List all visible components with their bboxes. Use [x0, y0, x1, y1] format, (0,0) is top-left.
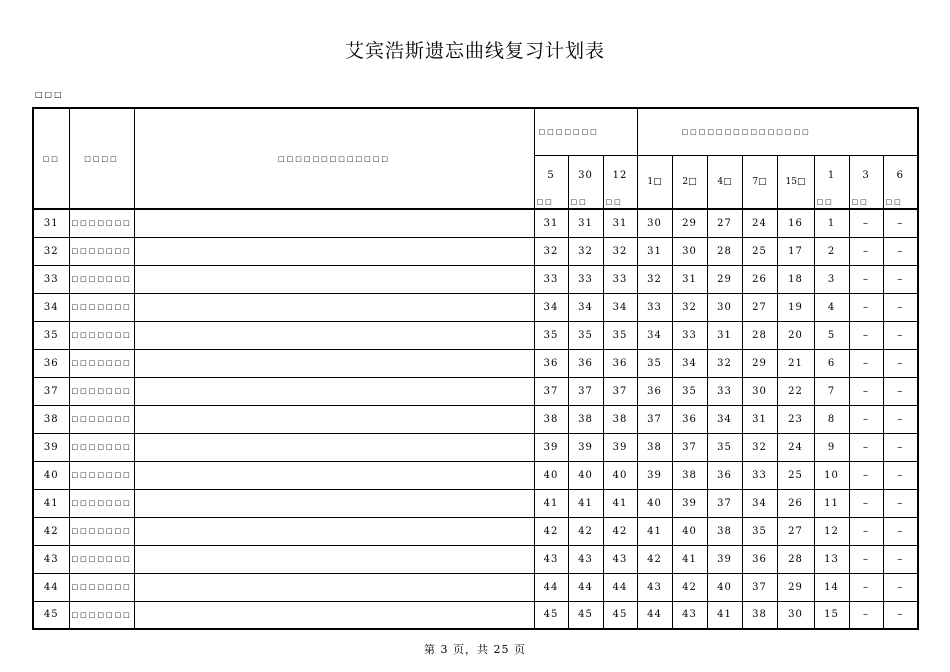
review-cell: 27	[707, 209, 742, 237]
content-cell[interactable]	[134, 545, 534, 573]
review-cell: 39	[534, 433, 568, 461]
row-name: □□□□□□□	[69, 321, 134, 349]
review-cell: 2	[814, 237, 849, 265]
review-cell: –	[883, 293, 918, 321]
review-cell: 36	[742, 545, 777, 573]
table-row	[33, 545, 918, 573]
review-cell: 18	[777, 265, 814, 293]
review-cell: 32	[534, 237, 568, 265]
subheader-day-0: 1□	[637, 155, 672, 209]
row-index: 43	[33, 545, 69, 573]
review-cell: 38	[603, 405, 637, 433]
review-cell: 44	[568, 573, 603, 601]
content-cell[interactable]	[134, 489, 534, 517]
table-row	[33, 377, 918, 405]
review-cell: 34	[707, 405, 742, 433]
review-cell: 31	[534, 209, 568, 237]
row-index: 45	[33, 601, 69, 629]
review-cell: 44	[603, 573, 637, 601]
review-cell: 12	[814, 517, 849, 545]
review-cell: 33	[603, 265, 637, 293]
review-cell: 31	[568, 209, 603, 237]
row-index: 38	[33, 405, 69, 433]
table-row	[33, 489, 918, 517]
table-row	[33, 321, 918, 349]
review-cell: 25	[742, 237, 777, 265]
row-name: □□□□□□□	[69, 377, 134, 405]
review-cell: –	[849, 237, 883, 265]
review-cell: 39	[707, 545, 742, 573]
subheader-short-2-unit: □□	[605, 197, 623, 206]
review-cell: 19	[777, 293, 814, 321]
review-cell: 32	[707, 349, 742, 377]
review-cell: 13	[814, 545, 849, 573]
review-cell: –	[883, 433, 918, 461]
review-cell: –	[883, 349, 918, 377]
review-cell: 38	[672, 461, 707, 489]
subheader-day-2: 4□	[707, 155, 742, 209]
review-cell: 33	[637, 293, 672, 321]
review-cell: 38	[637, 433, 672, 461]
row-index: 36	[33, 349, 69, 377]
review-cell: 25	[777, 461, 814, 489]
review-cell: 34	[637, 321, 672, 349]
review-cell: 33	[568, 265, 603, 293]
review-cell: –	[883, 377, 918, 405]
review-cell: 31	[672, 265, 707, 293]
table-row	[33, 517, 918, 545]
content-cell[interactable]	[134, 321, 534, 349]
table-row	[33, 237, 918, 265]
review-cell: 41	[534, 489, 568, 517]
table-row	[33, 573, 918, 601]
review-cell: 5	[814, 321, 849, 349]
review-cell: 33	[707, 377, 742, 405]
row-index: 39	[33, 433, 69, 461]
review-cell: –	[849, 573, 883, 601]
subheader-short-1	[568, 155, 603, 209]
row-name: □□□□□□□	[69, 433, 134, 461]
subheader-long-2-value: 6	[896, 169, 904, 181]
review-cell: 21	[777, 349, 814, 377]
review-cell: 34	[672, 349, 707, 377]
row-index: 42	[33, 517, 69, 545]
review-cell: 36	[672, 405, 707, 433]
review-cell: –	[849, 349, 883, 377]
row-name: □□□□□□□	[69, 349, 134, 377]
review-cell: 38	[742, 601, 777, 629]
row-name: □□□□□□□	[69, 265, 134, 293]
review-cell: –	[883, 601, 918, 629]
review-cell: 31	[742, 405, 777, 433]
review-cell: 43	[672, 601, 707, 629]
table-row	[33, 461, 918, 489]
review-cell: 24	[777, 433, 814, 461]
review-cell: –	[883, 209, 918, 237]
review-cell: –	[883, 405, 918, 433]
review-cell: 30	[637, 209, 672, 237]
row-name: □□□□□□□	[69, 461, 134, 489]
review-cell: 35	[742, 517, 777, 545]
subheader-long-0-value: 1	[827, 169, 836, 181]
row-index: 40	[33, 461, 69, 489]
review-cell: –	[883, 545, 918, 573]
review-cell: –	[883, 517, 918, 545]
subheader-short-2-value: 12	[612, 169, 628, 181]
review-cell: –	[883, 321, 918, 349]
review-cell: 39	[568, 433, 603, 461]
review-cell: 24	[742, 209, 777, 237]
review-cell: –	[849, 433, 883, 461]
subheader-short-0-unit: □□	[536, 197, 554, 206]
review-cell: 38	[707, 517, 742, 545]
review-cell: 30	[742, 377, 777, 405]
review-cell: 40	[707, 573, 742, 601]
review-cell: –	[849, 293, 883, 321]
table-row	[33, 293, 918, 321]
review-cell: 22	[777, 377, 814, 405]
review-cell: 35	[637, 349, 672, 377]
subheader-long-2-unit: □□	[885, 197, 903, 206]
row-index: 32	[33, 237, 69, 265]
review-cell: 30	[777, 601, 814, 629]
review-cell: –	[849, 377, 883, 405]
review-cell: 29	[777, 573, 814, 601]
review-cell: –	[883, 265, 918, 293]
review-cell: 30	[672, 237, 707, 265]
row-name: □□□□□□□	[69, 489, 134, 517]
header-group-long: □□□□□□□□□□□□□□□	[637, 108, 918, 155]
table-caption: □□□	[35, 90, 64, 99]
row-name: □□□□□□□	[69, 293, 134, 321]
review-cell: 20	[777, 321, 814, 349]
subheader-short-1-unit: □□	[570, 197, 588, 206]
review-cell: –	[849, 517, 883, 545]
review-cell: –	[883, 573, 918, 601]
review-cell: 32	[742, 433, 777, 461]
review-cell: 40	[672, 517, 707, 545]
row-name: □□□□□□□	[69, 405, 134, 433]
review-cell: 32	[603, 237, 637, 265]
review-cell: 26	[742, 265, 777, 293]
review-cell: 44	[637, 601, 672, 629]
review-cell: 28	[742, 321, 777, 349]
page-title: 艾宾浩斯遗忘曲线复习计划表	[344, 40, 605, 62]
review-cell: 39	[603, 433, 637, 461]
table-row	[33, 405, 918, 433]
review-cell: 45	[568, 601, 603, 629]
subheader-short-0-value: 5	[547, 169, 555, 181]
subheader-long-1-value: 3	[862, 169, 870, 181]
review-cell: 28	[707, 237, 742, 265]
table-row	[33, 601, 918, 629]
subheader-day-3: 7□	[742, 155, 777, 209]
content-cell[interactable]	[134, 517, 534, 545]
row-name: □□□□□□□	[69, 573, 134, 601]
review-cell: 40	[637, 489, 672, 517]
content-cell[interactable]	[134, 377, 534, 405]
review-cell: 45	[603, 601, 637, 629]
subheader-day-4: 15□	[777, 155, 814, 209]
subheader-short-0	[534, 155, 568, 209]
review-cell: –	[883, 237, 918, 265]
review-cell: 9	[814, 433, 849, 461]
review-cell: 27	[777, 517, 814, 545]
review-cell: 36	[707, 461, 742, 489]
table-row	[33, 349, 918, 377]
review-cell: 28	[777, 545, 814, 573]
review-cell: 27	[742, 293, 777, 321]
review-cell: 11	[814, 489, 849, 517]
review-cell: –	[883, 489, 918, 517]
review-cell: 29	[707, 265, 742, 293]
review-cell: 40	[603, 461, 637, 489]
review-cell: 17	[777, 237, 814, 265]
review-cell: –	[849, 461, 883, 489]
review-cell: –	[849, 489, 883, 517]
table-row	[33, 433, 918, 461]
header-index: □□	[33, 108, 69, 209]
review-cell: 43	[603, 545, 637, 573]
review-cell: 37	[672, 433, 707, 461]
row-index: 35	[33, 321, 69, 349]
review-cell: –	[849, 601, 883, 629]
review-cell: 41	[637, 517, 672, 545]
review-cell: 34	[742, 489, 777, 517]
table-body	[33, 209, 918, 629]
review-cell: –	[883, 461, 918, 489]
review-cell: 35	[568, 321, 603, 349]
content-cell[interactable]	[134, 293, 534, 321]
content-cell[interactable]	[134, 433, 534, 461]
row-name: □□□□□□□	[69, 237, 134, 265]
review-cell: 37	[742, 573, 777, 601]
content-cell[interactable]	[134, 237, 534, 265]
review-cell: 43	[534, 545, 568, 573]
review-cell: 7	[814, 377, 849, 405]
subheader-long-0	[814, 155, 849, 209]
review-cell: 42	[603, 517, 637, 545]
row-index: 34	[33, 293, 69, 321]
review-cell: 34	[534, 293, 568, 321]
review-cell: 35	[534, 321, 568, 349]
review-cell: 40	[534, 461, 568, 489]
review-cell: 35	[603, 321, 637, 349]
review-cell: 37	[707, 489, 742, 517]
review-cell: 42	[534, 517, 568, 545]
page-footer: 第 3 页，共 25 页	[424, 643, 526, 656]
content-cell[interactable]	[134, 405, 534, 433]
subheader-short-2	[603, 155, 637, 209]
review-cell: 31	[707, 321, 742, 349]
review-cell: 44	[534, 573, 568, 601]
review-cell: 45	[534, 601, 568, 629]
review-cell: 32	[568, 237, 603, 265]
row-index: 44	[33, 573, 69, 601]
row-name: □□□□□□□	[69, 601, 134, 629]
review-cell: 6	[814, 349, 849, 377]
review-cell: –	[849, 321, 883, 349]
review-cell: 36	[568, 349, 603, 377]
review-cell: 36	[534, 349, 568, 377]
review-cell: 14	[814, 573, 849, 601]
review-cell: 43	[637, 573, 672, 601]
review-cell: 41	[568, 489, 603, 517]
subheader-long-1	[849, 155, 883, 209]
review-cell: 34	[603, 293, 637, 321]
review-schedule-table	[32, 107, 919, 630]
content-cell[interactable]	[134, 461, 534, 489]
review-cell: 36	[637, 377, 672, 405]
row-name: □□□□□□□	[69, 517, 134, 545]
review-cell: 40	[568, 461, 603, 489]
review-cell: 37	[568, 377, 603, 405]
header-name: □□□□	[69, 108, 134, 209]
subheader-long-1-unit: □□	[851, 197, 869, 206]
review-cell: 37	[534, 377, 568, 405]
review-cell: 34	[568, 293, 603, 321]
row-name: □□□□□□□	[69, 545, 134, 573]
row-index: 41	[33, 489, 69, 517]
review-cell: 42	[568, 517, 603, 545]
review-cell: 10	[814, 461, 849, 489]
review-cell: 37	[637, 405, 672, 433]
review-cell: 4	[814, 293, 849, 321]
review-cell: 39	[637, 461, 672, 489]
review-cell: 32	[672, 293, 707, 321]
review-cell: 3	[814, 265, 849, 293]
subheader-day-1: 2□	[672, 155, 707, 209]
review-cell: 30	[707, 293, 742, 321]
content-cell[interactable]	[134, 601, 534, 629]
review-cell: 42	[637, 545, 672, 573]
content-cell[interactable]	[134, 265, 534, 293]
table-row	[33, 265, 918, 293]
row-index: 31	[33, 209, 69, 237]
review-cell: 33	[742, 461, 777, 489]
subheader-long-2	[883, 155, 918, 209]
review-cell: 32	[637, 265, 672, 293]
content-cell[interactable]	[134, 349, 534, 377]
review-cell: 41	[672, 545, 707, 573]
header-group-short: □□□□□□□	[534, 108, 637, 155]
review-cell: 43	[568, 545, 603, 573]
review-cell: 23	[777, 405, 814, 433]
row-index: 37	[33, 377, 69, 405]
review-cell: –	[849, 545, 883, 573]
review-cell: –	[849, 405, 883, 433]
review-cell: –	[849, 209, 883, 237]
review-cell: 35	[672, 377, 707, 405]
review-cell: 8	[814, 405, 849, 433]
row-name: □□□□□□□	[69, 209, 134, 237]
row-index: 33	[33, 265, 69, 293]
review-cell: 33	[534, 265, 568, 293]
review-cell: 31	[637, 237, 672, 265]
subheader-long-0-unit: □□	[816, 197, 834, 206]
review-cell: 29	[742, 349, 777, 377]
header-content: □□□□□□□□□□□□□	[134, 108, 534, 209]
review-cell: 38	[534, 405, 568, 433]
review-cell: 38	[568, 405, 603, 433]
review-cell: 33	[672, 321, 707, 349]
review-cell: 29	[672, 209, 707, 237]
review-cell: 16	[777, 209, 814, 237]
review-cell: 39	[672, 489, 707, 517]
review-cell: 26	[777, 489, 814, 517]
review-cell: 41	[707, 601, 742, 629]
review-cell: 42	[672, 573, 707, 601]
review-cell: 36	[603, 349, 637, 377]
table-row	[33, 209, 918, 237]
review-cell: –	[849, 265, 883, 293]
content-cell[interactable]	[134, 209, 534, 237]
review-cell: 35	[707, 433, 742, 461]
review-cell: 41	[603, 489, 637, 517]
review-cell: 1	[814, 209, 849, 237]
subheader-short-1-value: 30	[578, 169, 593, 181]
review-cell: 15	[814, 601, 849, 629]
review-cell: 37	[603, 377, 637, 405]
review-cell: 31	[603, 209, 637, 237]
content-cell[interactable]	[134, 573, 534, 601]
